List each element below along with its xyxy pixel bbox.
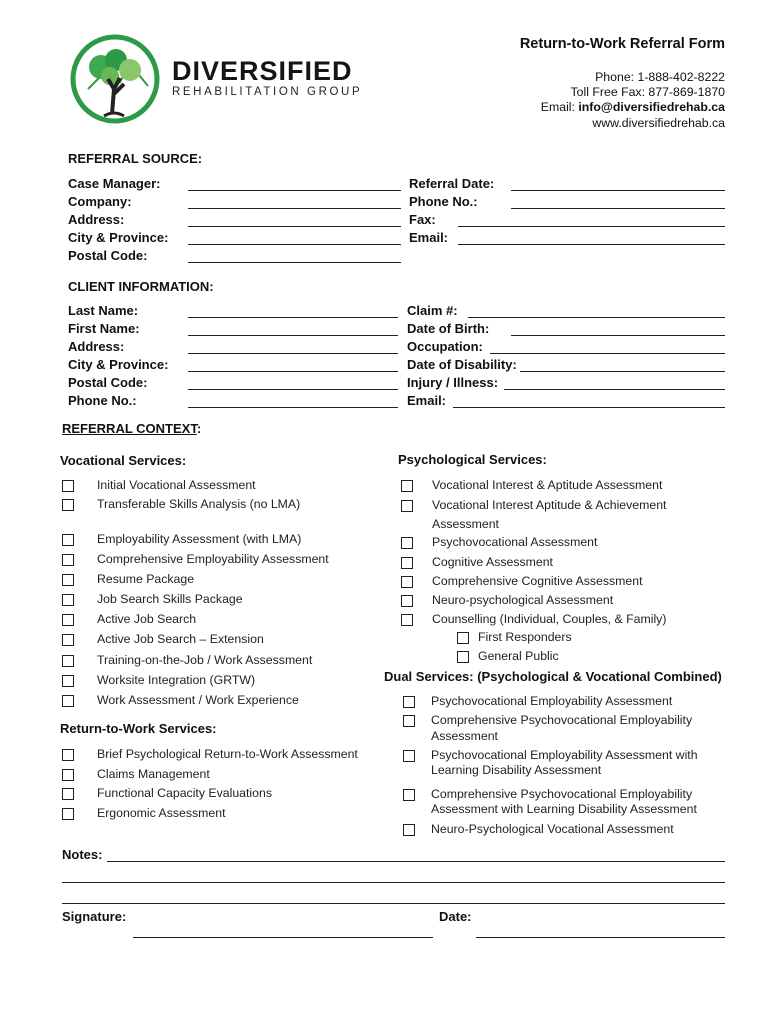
dual-option-checkbox[interactable] [403, 789, 415, 801]
rtw-option-checkbox[interactable] [62, 808, 74, 820]
client-info-heading: CLIENT INFORMATION: [68, 279, 214, 294]
signature-label: Signature: [62, 909, 127, 924]
logo-name: DIVERSIFIED [172, 56, 353, 86]
referral-field-label: Referral Date: [409, 176, 495, 191]
vocational-option-label: Transferable Skills Analysis (no LMA) [97, 497, 301, 511]
client-field-label: Date of Disability: [407, 357, 517, 372]
rtw-option-label: Brief Psychological Return-to-Work Assessment [97, 747, 358, 761]
vocational-option-label: Active Job Search – Extension [97, 632, 264, 646]
psych-option-label: Neuro-psychological Assessment [432, 593, 614, 607]
contact-email-value[interactable]: info@diversifiedrehab.ca [578, 100, 725, 114]
dual-option-label: Assessment [431, 729, 498, 743]
notes-label: Notes: [62, 847, 103, 862]
psych-option-label: Psychovocational Assessment [432, 535, 598, 549]
client-field-label: Address: [68, 339, 125, 354]
psych-option-label: Vocational Interest & Aptitude Assessment [432, 478, 663, 492]
referral-field-line[interactable] [511, 190, 725, 191]
rtw-option-checkbox[interactable] [62, 769, 74, 781]
psych-option-label: Counselling (Individual, Couples, & Family) [432, 612, 667, 626]
signature-line[interactable] [133, 937, 433, 938]
referral-field-line[interactable] [188, 262, 401, 263]
counselling-option-checkbox[interactable] [457, 651, 469, 663]
referral-field-label: Case Manager: [68, 176, 161, 191]
psych-option-checkbox[interactable] [401, 557, 413, 569]
dual-option-label: Comprehensive Psychovocational Employability [431, 787, 693, 801]
dual-option-checkbox[interactable] [403, 824, 415, 836]
referral-field-label: Postal Code: [68, 248, 148, 263]
counselling-option-label: General Public [478, 649, 559, 663]
return-to-work-heading: Return-to-Work Services: [60, 721, 217, 736]
referral-field-label: Fax: [409, 212, 436, 227]
client-field-label: Occupation: [407, 339, 483, 354]
psych-option-checkbox[interactable] [401, 576, 413, 588]
contact-email-label: Email: [540, 100, 579, 114]
form-title: Return-to-Work Referral Form [519, 36, 725, 52]
rtw-option-checkbox[interactable] [62, 788, 74, 800]
client-field-label: First Name: [68, 321, 140, 336]
client-field-label: City & Province: [68, 357, 169, 372]
referral-context-heading [62, 421, 201, 436]
vocational-option-checkbox[interactable] [62, 554, 74, 566]
rtw-option-label: Claims Management [97, 767, 210, 781]
psych-option-checkbox[interactable] [401, 480, 413, 492]
referral-context-colon: : [196, 421, 202, 436]
vocational-option-checkbox[interactable] [62, 695, 74, 707]
contact-phone: Phone: 1-888-402-8222 [595, 70, 725, 84]
notes-line-3[interactable] [62, 903, 725, 904]
contact-website[interactable]: www.diversifiedrehab.ca [592, 116, 725, 130]
referral-field-label: Company: [68, 194, 132, 209]
dual-option-checkbox[interactable] [403, 715, 415, 727]
psych-option-label: Comprehensive Cognitive Assessment [432, 574, 643, 588]
dual-option-label: Neuro-Psychological Vocational Assessment [431, 822, 674, 836]
client-field-line[interactable] [188, 407, 398, 408]
vocational-option-checkbox[interactable] [62, 675, 74, 687]
dual-option-checkbox[interactable] [403, 750, 415, 762]
vocational-option-checkbox[interactable] [62, 634, 74, 646]
client-field-label: Injury / Illness: [407, 375, 499, 390]
client-field-label: Phone No.: [68, 393, 137, 408]
client-field-label: Claim #: [407, 303, 458, 318]
client-field-label: Date of Birth: [407, 321, 490, 336]
client-field-line[interactable] [511, 335, 725, 336]
notes-line-2[interactable] [62, 882, 725, 883]
date-label: Date: [439, 909, 472, 924]
rtw-option-checkbox[interactable] [62, 749, 74, 761]
referral-field-line[interactable] [188, 244, 401, 245]
psych-option-checkbox[interactable] [401, 500, 413, 512]
vocational-option-label: Worksite Integration (GRTW) [97, 673, 256, 687]
vocational-option-label: Employability Assessment (with LMA) [97, 532, 302, 546]
vocational-option-label: Work Assessment / Work Experience [97, 693, 299, 707]
vocational-option-checkbox[interactable] [62, 480, 74, 492]
contact-fax: Toll Free Fax: 877-869-1870 [570, 85, 725, 99]
rtw-option-label: Functional Capacity Evaluations [97, 786, 272, 800]
dual-option-label: Learning Disability Assessment [431, 763, 602, 777]
dual-services-heading: Dual Services: (Psychological & Vocational Combined) [384, 669, 722, 684]
vocational-option-checkbox[interactable] [62, 574, 74, 586]
client-field-label: Email: [407, 393, 447, 408]
client-field-line[interactable] [520, 371, 725, 372]
referral-field-line[interactable] [188, 190, 401, 191]
referral-field-label: Email: [409, 230, 449, 245]
client-field-line[interactable] [188, 353, 398, 354]
referral-field-line[interactable] [188, 208, 401, 209]
dual-option-label: Comprehensive Psychovocational Employability [431, 713, 693, 727]
notes-line-1[interactable] [107, 861, 725, 862]
contact-email [541, 100, 725, 114]
referral-field-label: City & Province: [68, 230, 169, 245]
dual-option-label: Psychovocational Employability Assessment [431, 694, 673, 708]
referral-context-text: REFERRAL CONTEXT [62, 421, 197, 436]
client-field-line[interactable] [188, 389, 398, 390]
vocational-option-checkbox[interactable] [62, 534, 74, 546]
referral-field-line[interactable] [458, 226, 725, 227]
psych-option-checkbox[interactable] [401, 614, 413, 626]
psych-option-checkbox[interactable] [401, 595, 413, 607]
client-field-line[interactable] [188, 317, 398, 318]
referral-field-label: Phone No.: [409, 194, 478, 209]
counselling-option-checkbox[interactable] [457, 632, 469, 644]
referral-field-label: Address: [68, 212, 125, 227]
dual-option-label: Assessment with Learning Disability Assessment [431, 802, 697, 816]
vocational-heading: Vocational Services: [60, 453, 187, 468]
client-field-line[interactable] [188, 335, 398, 336]
psych-option-checkbox[interactable] [401, 537, 413, 549]
vocational-option-checkbox[interactable] [62, 655, 74, 667]
referral-field-line[interactable] [511, 208, 725, 209]
psych-option-label: Assessment [432, 517, 499, 531]
psych-option-label: Cognitive Assessment [432, 555, 553, 569]
rtw-option-label: Ergonomic Assessment [97, 806, 226, 820]
vocational-option-checkbox[interactable] [62, 594, 74, 606]
date-line[interactable] [476, 937, 725, 938]
vocational-option-label: Comprehensive Employability Assessment [97, 552, 329, 566]
psychological-heading: Psychological Services: [398, 452, 547, 467]
client-field-line[interactable] [490, 353, 725, 354]
client-field-label: Last Name: [68, 303, 139, 318]
client-field-line[interactable] [188, 371, 398, 372]
dual-option-label: Psychovocational Employability Assessment with [431, 748, 698, 762]
vocational-option-label: Job Search Skills Package [97, 592, 243, 606]
client-field-line[interactable] [468, 317, 725, 318]
counselling-option-label: First Responders [478, 630, 572, 644]
referral-field-line[interactable] [458, 244, 725, 245]
vocational-option-label: Active Job Search [97, 612, 197, 626]
vocational-option-checkbox[interactable] [62, 614, 74, 626]
vocational-option-checkbox[interactable] [62, 499, 74, 511]
vocational-option-label: Initial Vocational Assessment [97, 478, 256, 492]
referral-source-heading: REFERRAL SOURCE: [68, 151, 203, 166]
vocational-option-label: Resume Package [97, 572, 195, 586]
client-field-line[interactable] [504, 389, 725, 390]
logo-subtitle: REHABILITATION GROUP [172, 86, 363, 98]
vocational-option-label: Training-on-the-Job / Work Assessment [97, 653, 313, 667]
psych-option-label: Vocational Interest Aptitude & Achievement [432, 498, 667, 512]
dual-option-checkbox[interactable] [403, 696, 415, 708]
client-field-line[interactable] [453, 407, 725, 408]
client-field-label: Postal Code: [68, 375, 148, 390]
referral-field-line[interactable] [188, 226, 401, 227]
